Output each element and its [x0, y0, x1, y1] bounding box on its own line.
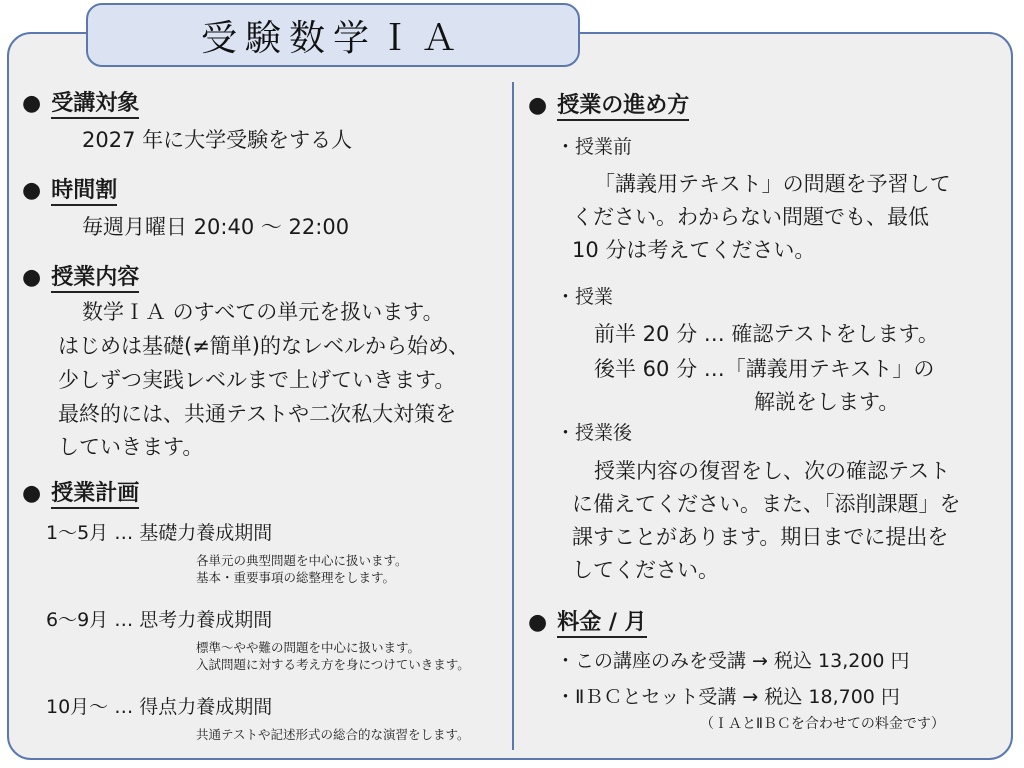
method-line: 前半 20 分 … 確認テストをします。 — [594, 322, 939, 346]
plan-note: 基本・重要事項の総整理をします。 — [196, 570, 396, 585]
section-heading-fee — [528, 605, 647, 636]
content-line: はじめは基礎(≠簡単)的なレベルから始め、 — [58, 334, 470, 358]
bullet-icon: ● — [22, 481, 42, 506]
section-heading-method — [528, 88, 689, 119]
heading-label: 授業内容 — [51, 265, 139, 293]
method-line: に備えてください。また、「添削課題」を — [572, 492, 961, 516]
heading-label: 受講対象 — [51, 91, 139, 119]
method-label-after: ・授業後 — [556, 422, 633, 444]
section-heading-target — [22, 86, 139, 117]
bullet-icon: ● — [22, 265, 42, 290]
method-line: 「講義用テキスト」の問題を予習して — [594, 172, 951, 196]
section-heading-plan — [22, 476, 139, 507]
plan-note: 各単元の典型問題を中心に扱います。 — [196, 553, 408, 568]
method-line: 後半 60 分 …「講義用テキスト」の — [594, 357, 935, 381]
heading-label: 授業計画 — [51, 481, 139, 509]
plan-note: 入試問題に対する考え方を身につけていきます。 — [196, 657, 470, 672]
method-line: ください。わからない問題でも、最低 — [572, 205, 929, 229]
heading-label: 料金 / 月 — [557, 610, 646, 638]
target-text: 2027 年に大学受験をする人 — [82, 128, 353, 152]
content-line: していきます。 — [58, 435, 204, 459]
page-title: 受験数学ＩＡ — [86, 3, 580, 67]
method-line: してください。 — [572, 558, 719, 582]
heading-label: 授業の進め方 — [557, 93, 689, 121]
bullet-icon: ● — [528, 610, 548, 635]
heading-label: 時間割 — [51, 178, 117, 206]
content-line: 少しずつ実践レベルまで上げていきます。 — [58, 368, 456, 392]
bullet-icon: ● — [22, 91, 42, 116]
fee-note: （ＩＡとⅡＢＣを合わせての料金です） — [700, 716, 945, 732]
content-line: 最終的には、共通テストや二次私大対策を — [58, 402, 457, 426]
plan-note: 共通テストや記述形式の総合的な演習をします。 — [196, 727, 470, 742]
method-line: 解説をします。 — [754, 390, 900, 414]
plan-period: 10月～ … 得点力養成期間 — [46, 696, 273, 718]
plan-period: 1～5月 … 基礎力養成期間 — [46, 522, 273, 544]
fee-item: ・この講座のみを受講 → 税込 13,200 円 — [556, 650, 910, 672]
method-line: 授業内容の復習をし、次の確認テスト — [594, 459, 951, 483]
fee-item: ・ⅡＢＣとセット受講 → 税込 18,700 円 — [556, 686, 900, 708]
bullet-icon: ● — [22, 178, 42, 203]
method-label-before: ・授業前 — [556, 136, 633, 158]
bullet-icon: ● — [528, 93, 548, 118]
column-divider — [512, 82, 514, 750]
schedule-text: 毎週月曜日 20:40 ～ 22:00 — [82, 215, 350, 239]
plan-period: 6～9月 … 思考力養成期間 — [46, 609, 273, 631]
section-heading-schedule — [22, 173, 117, 204]
method-line: 10 分は考えてください。 — [572, 238, 816, 262]
content-line: 数学ＩＡ のすべての単元を扱います。 — [82, 300, 444, 324]
method-line: 課すことがあります。期日までに提出を — [572, 525, 949, 549]
method-label-during: ・授業 — [556, 286, 614, 308]
plan-note: 標準～やや難の問題を中心に扱います。 — [196, 640, 421, 655]
section-heading-content — [22, 260, 139, 291]
